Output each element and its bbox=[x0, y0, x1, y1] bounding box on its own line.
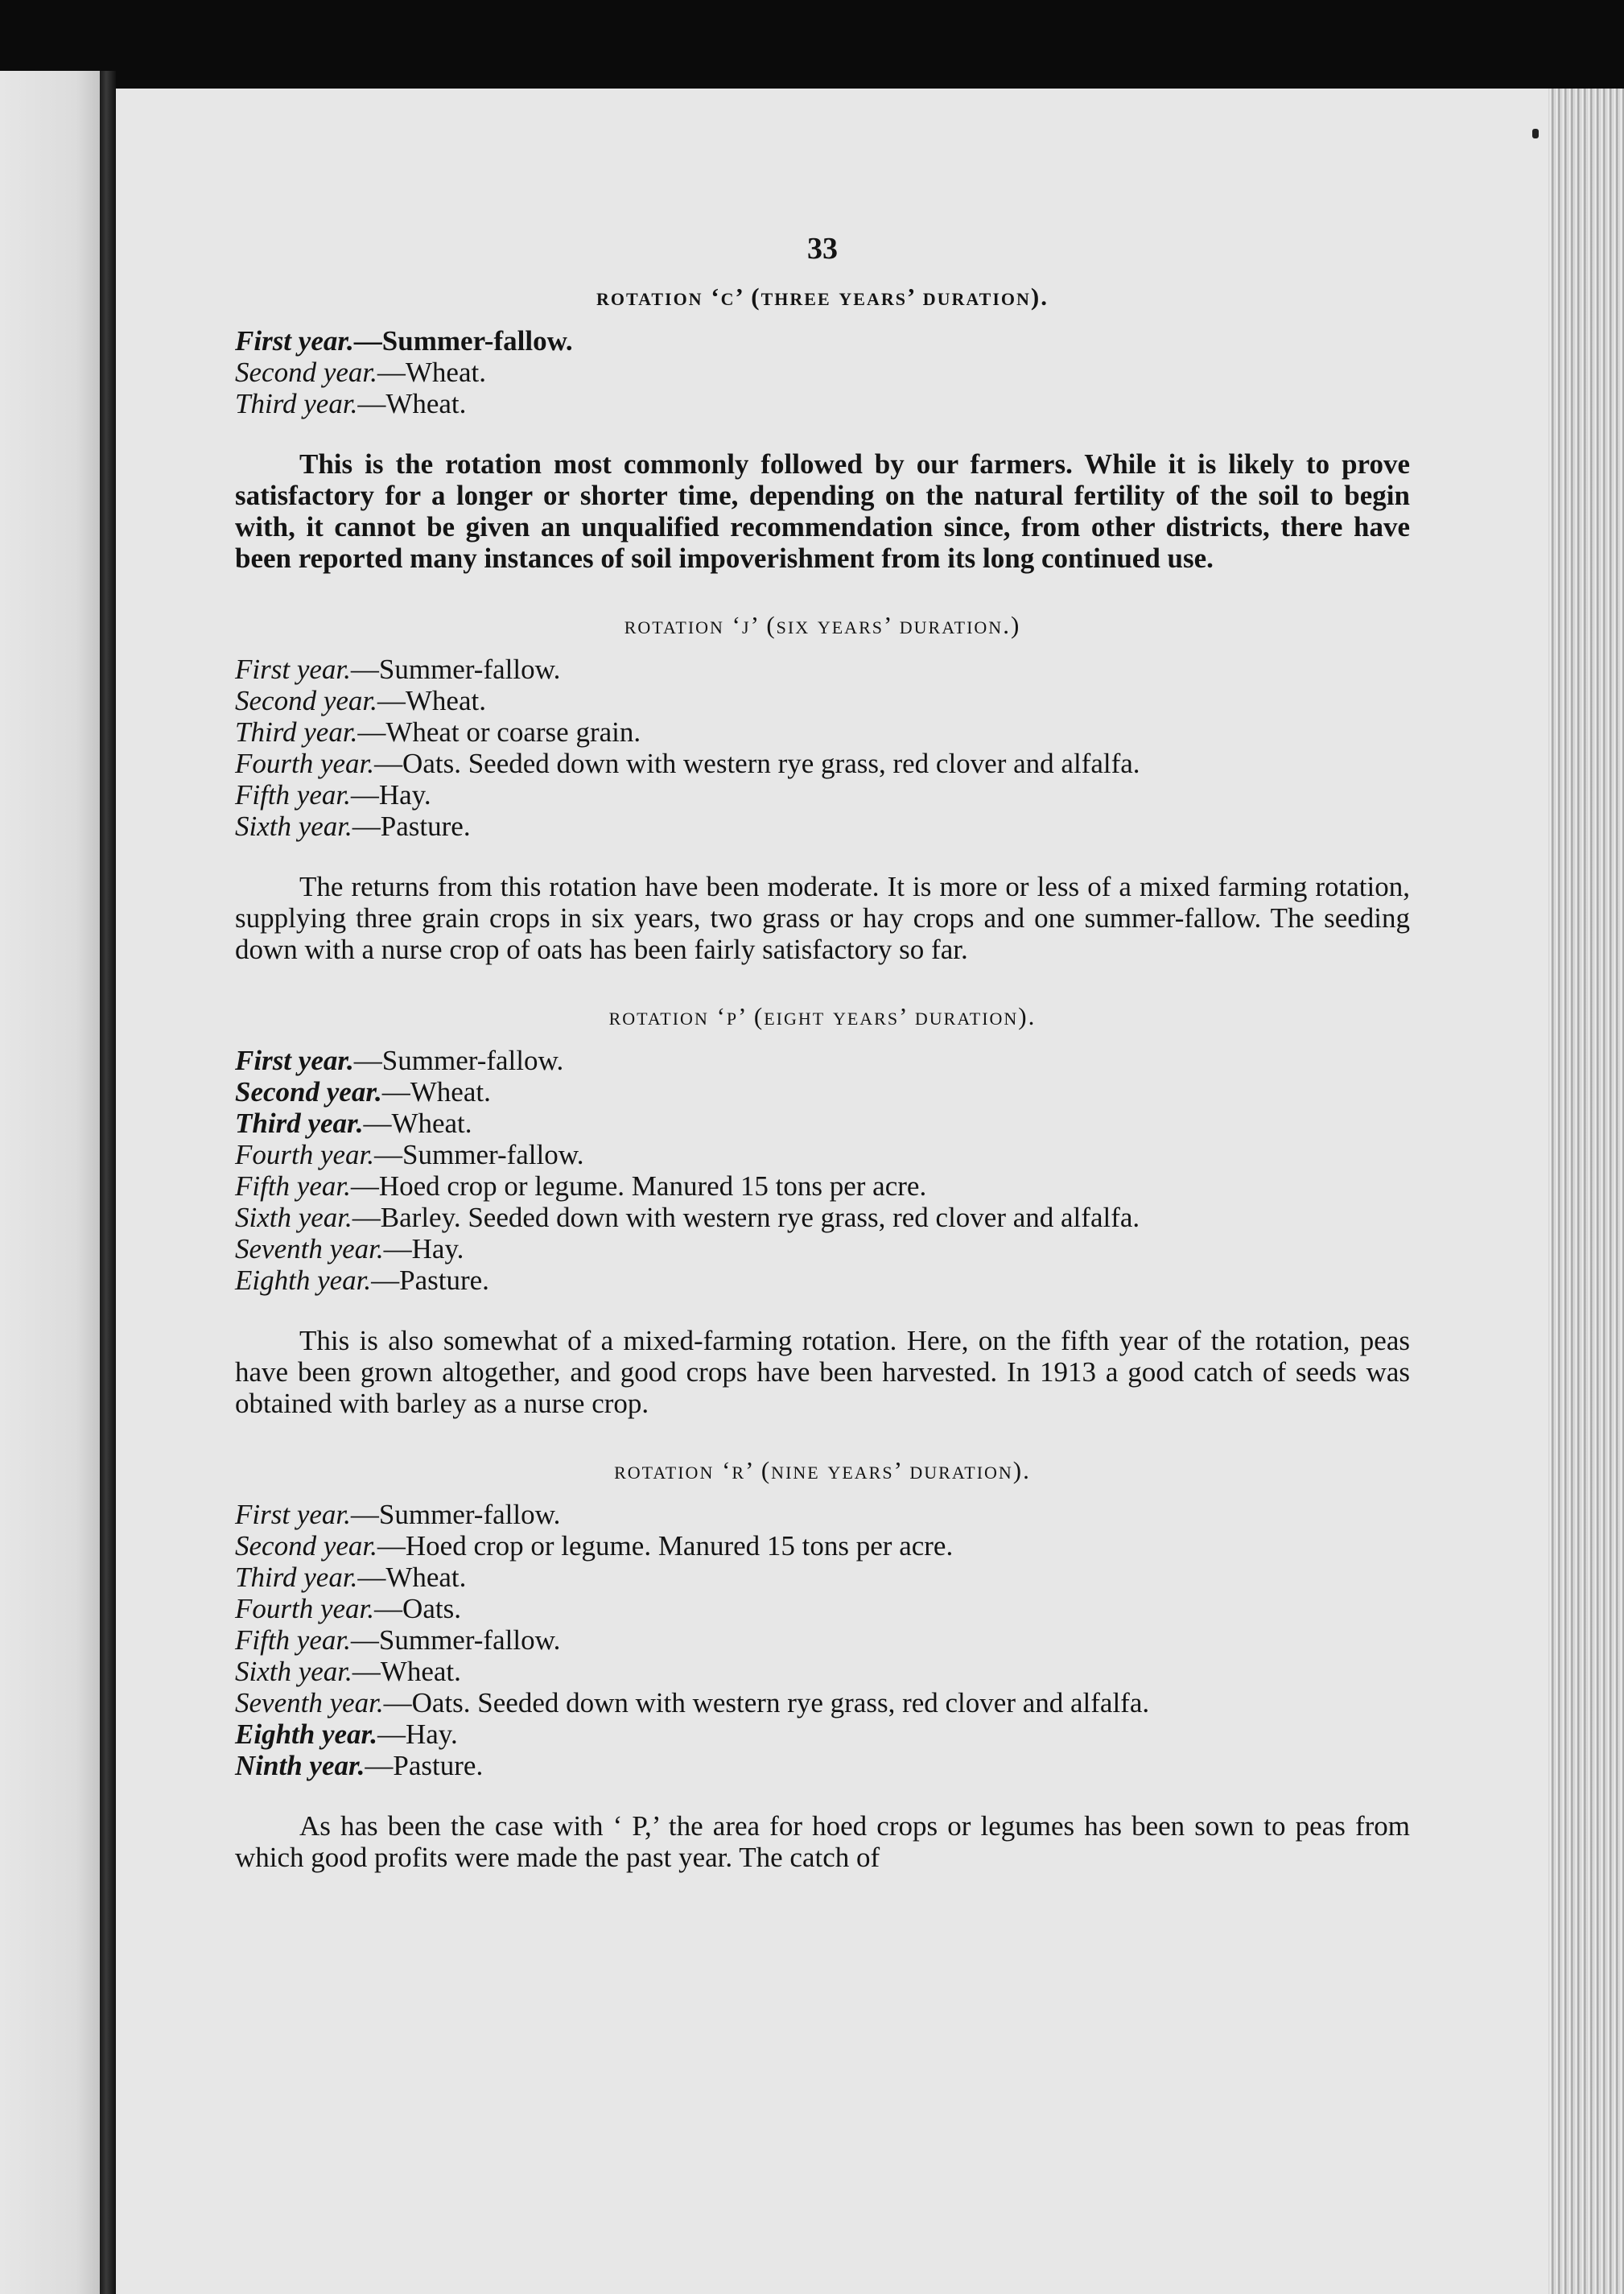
page-number: 33 bbox=[807, 232, 838, 266]
year-entry bbox=[235, 1562, 1410, 1593]
section-heading-rotation-c: rotation ‘c’ (three years’ duration). bbox=[596, 283, 1049, 311]
year-label: Ninth year. bbox=[235, 1750, 365, 1781]
year-text: —Oats. Seeded down with western rye grass, red clover and alfalfa. bbox=[374, 748, 1140, 779]
year-text: —Summer-fallow. bbox=[374, 1139, 584, 1170]
year-label: Eighth year. bbox=[235, 1718, 377, 1750]
year-text: —Pasture. bbox=[371, 1265, 489, 1296]
year-label: Fourth year. bbox=[235, 1139, 375, 1170]
rotation-r-paragraph: As has been the case with ‘ P,’ the area for hoed crops or legumes has been sown to peas from which good profits were made the past year. The catch of bbox=[235, 1810, 1410, 1873]
year-entry bbox=[235, 1045, 1410, 1076]
year-text: —Summer-fallow. bbox=[353, 1045, 564, 1076]
rotation-c-years bbox=[235, 325, 1410, 419]
year-text: —Hoed crop or legume. Manured 15 tons per acre. bbox=[377, 1530, 954, 1562]
year-text: —Summer-fallow. bbox=[350, 654, 561, 685]
year-entry bbox=[235, 654, 1410, 685]
year-entry bbox=[235, 1265, 1410, 1296]
rotation-j-paragraph: The returns from this rotation have been moderate. It is more or less of a mixed farming rotation, supplying three grain crops in six years, two grass or hay crops and one summer-fallow. The seeding down with a nurse crop of oats has been fairly satisfactory so far. bbox=[235, 871, 1410, 965]
year-entry bbox=[235, 1076, 1410, 1108]
year-label: Second year. bbox=[235, 1530, 377, 1562]
year-entry bbox=[235, 1108, 1410, 1139]
year-entry bbox=[235, 811, 1410, 842]
page-content bbox=[235, 233, 1410, 1908]
year-label: First year. bbox=[235, 325, 354, 357]
year-text: —Wheat or coarse grain. bbox=[357, 716, 641, 748]
year-text: —Barley. Seeded down with western rye grass, red clover and alfalfa. bbox=[352, 1202, 1140, 1233]
year-label: Sixth year. bbox=[235, 811, 352, 842]
rotation-r-years bbox=[235, 1499, 1410, 1781]
year-text: —Hay. bbox=[350, 779, 431, 811]
section-heading-rotation-j: rotation ‘j’ (six years’ duration.) bbox=[624, 611, 1021, 639]
year-label: First year. bbox=[235, 1045, 354, 1076]
year-text: —Pasture. bbox=[365, 1750, 484, 1781]
year-entry bbox=[235, 325, 1410, 357]
year-entry bbox=[235, 357, 1410, 388]
year-text: —Summer-fallow. bbox=[353, 325, 573, 357]
year-label: Second year. bbox=[235, 1076, 382, 1108]
year-text: —Wheat. bbox=[377, 685, 486, 716]
year-label: Second year. bbox=[235, 357, 377, 388]
year-text: —Pasture. bbox=[352, 811, 471, 842]
year-text: —Wheat. bbox=[377, 357, 486, 388]
year-label: Third year. bbox=[235, 1562, 358, 1593]
year-label: Sixth year. bbox=[235, 1202, 352, 1233]
year-label: Fourth year. bbox=[235, 1593, 375, 1624]
year-label: Fifth year. bbox=[235, 1170, 351, 1202]
year-label: Eighth year. bbox=[235, 1265, 372, 1296]
year-label: First year. bbox=[235, 1499, 351, 1530]
facing-page-edge bbox=[0, 71, 109, 2294]
year-entry bbox=[235, 1499, 1410, 1530]
rotation-p-paragraph: This is also somewhat of a mixed-farming rotation. Here, on the fifth year of the rotation, peas have been grown altogether, and good crops have been harvested. In 1913 a good catch of seeds was obtained with barley as a nurse crop. bbox=[235, 1325, 1410, 1419]
year-entry bbox=[235, 748, 1410, 779]
year-label: First year. bbox=[235, 654, 351, 685]
year-entry bbox=[235, 1170, 1410, 1202]
year-label: Seventh year. bbox=[235, 1233, 384, 1265]
year-label: Fourth year. bbox=[235, 748, 375, 779]
year-text: —Summer-fallow. bbox=[350, 1624, 561, 1656]
book-gutter bbox=[100, 71, 116, 2294]
rotation-c-paragraph: This is the rotation most commonly followed by our farmers. While it is likely to prove satisfactory for a longer or shorter time, depending on the natural fertility of the soil to begin with, it cannot be given an unqualified recommendation since, from other districts, there have been reported many instances of soil impoverishment from its long continued use. bbox=[235, 448, 1410, 574]
year-entry bbox=[235, 1139, 1410, 1170]
page-stack-edge bbox=[1548, 89, 1624, 2294]
rotation-p-years bbox=[235, 1045, 1410, 1296]
year-text: —Wheat. bbox=[352, 1656, 461, 1687]
year-label: Third year. bbox=[235, 388, 358, 419]
year-text: —Wheat. bbox=[357, 1562, 467, 1593]
year-label: Third year. bbox=[235, 1108, 364, 1139]
year-text: —Wheat. bbox=[381, 1076, 491, 1108]
year-text: —Hoed crop or legume. Manured 15 tons per acre. bbox=[350, 1170, 927, 1202]
year-label: Sixth year. bbox=[235, 1656, 352, 1687]
year-entry bbox=[235, 716, 1410, 748]
year-entry bbox=[235, 1593, 1410, 1624]
year-entry bbox=[235, 1750, 1410, 1781]
year-label: Fifth year. bbox=[235, 1624, 351, 1656]
year-text: —Wheat. bbox=[357, 388, 467, 419]
year-text: —Wheat. bbox=[363, 1108, 472, 1139]
year-label: Fifth year. bbox=[235, 779, 351, 811]
year-entry bbox=[235, 1530, 1410, 1562]
year-entry bbox=[235, 1624, 1410, 1656]
year-text: —Oats. bbox=[374, 1593, 461, 1624]
year-label: Seventh year. bbox=[235, 1687, 384, 1718]
section-heading-rotation-r: rotation ‘r’ (nine years’ duration). bbox=[614, 1456, 1031, 1484]
year-text: —Oats. Seeded down with western rye grass, red clover and alfalfa. bbox=[383, 1687, 1150, 1718]
year-entry bbox=[235, 685, 1410, 716]
year-label: Second year. bbox=[235, 685, 377, 716]
year-entry bbox=[235, 1233, 1410, 1265]
year-entry bbox=[235, 1718, 1410, 1750]
year-entry bbox=[235, 1202, 1410, 1233]
year-text: —Hay. bbox=[377, 1718, 458, 1750]
page-mark bbox=[1532, 129, 1539, 138]
year-label: Third year. bbox=[235, 716, 358, 748]
year-entry bbox=[235, 1656, 1410, 1687]
year-entry bbox=[235, 388, 1410, 419]
year-entry bbox=[235, 779, 1410, 811]
year-entry bbox=[235, 1687, 1410, 1718]
year-text: —Hay. bbox=[383, 1233, 464, 1265]
year-text: —Summer-fallow. bbox=[350, 1499, 561, 1530]
section-heading-rotation-p: rotation ‘p’ (eight years’ duration). bbox=[608, 1002, 1037, 1030]
rotation-j-years bbox=[235, 654, 1410, 842]
